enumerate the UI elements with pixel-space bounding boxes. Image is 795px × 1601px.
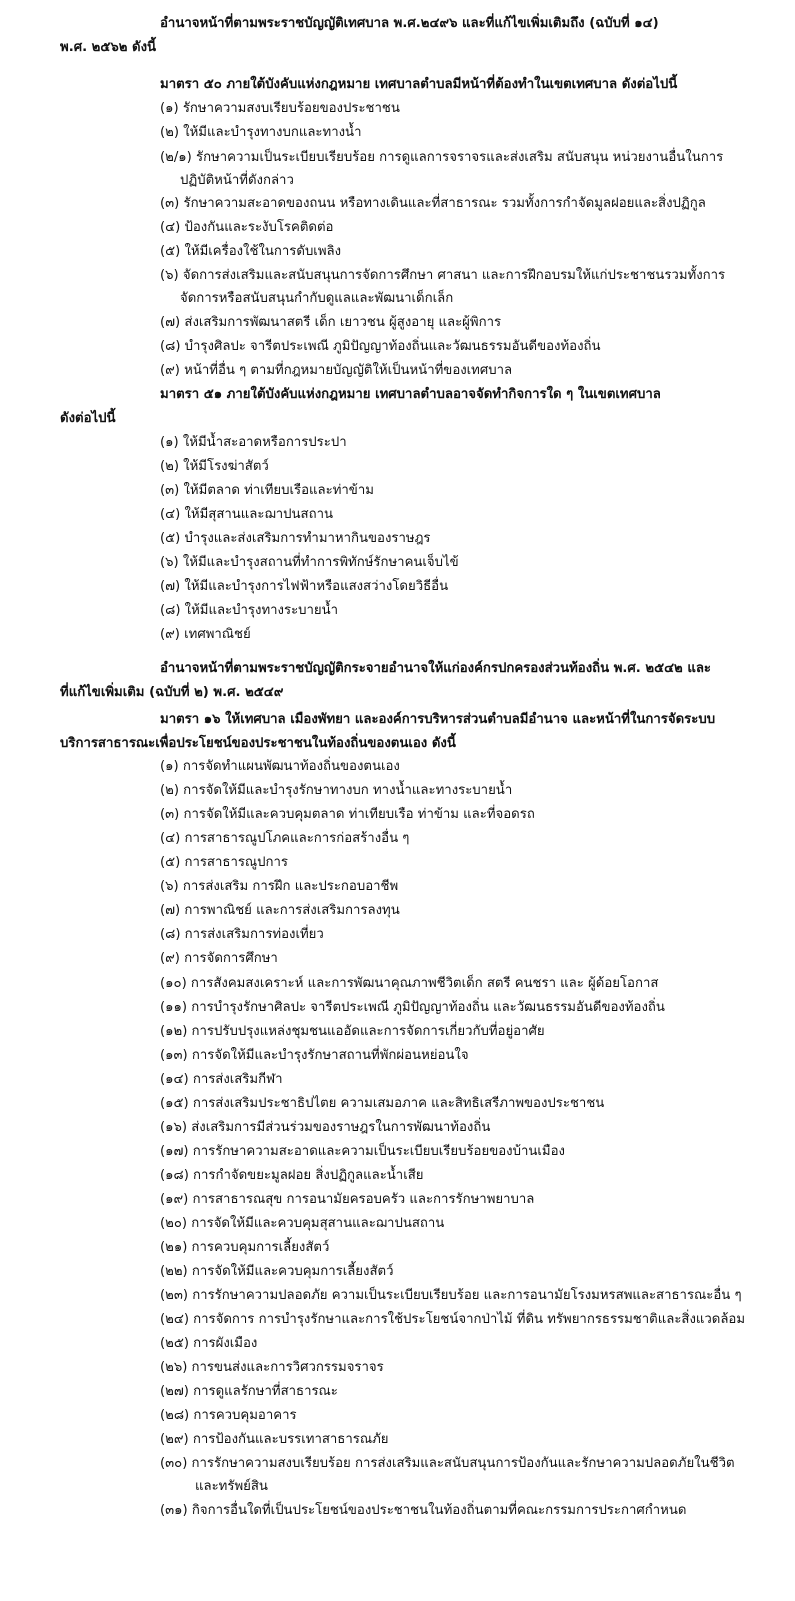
article51-item: (๙) เทศพาณิชย์ [160,627,251,642]
section2-heading-line1: อำนาจหน้าที่ตามพระราชบัญญัติกระจายอำนาจให้แก่องค์กรปกครองส่วนท้องถิ่น พ.ศ. ๒๕๔๒ และ [160,661,712,676]
article16-item: (๑๖) ส่งเสริมการมีส่วนร่วมของราษฎรในการพัฒนาท้องถิ่น [160,1120,491,1135]
article50-item: (๔) ป้องกันและระงับโรคติดต่อ [160,220,334,235]
article16-item: (๑๐) การสังคมสงเคราะห์ และการพัฒนาคุณภาพชีวิตเด็ก สตรี คนชรา และ ผู้ด้อยโอกาส [160,976,659,991]
article16-item: (๔) การสาธารณูปโภคและการก่อสร้างอื่น ๆ [160,831,410,846]
article16-heading-line2: บริการสาธารณะเพื่อประโยชน์ของประชาชนในท้องถิ่นของตนเอง ดังนี้ [60,736,456,751]
article16-item: (๑๓) การจัดให้มีและบำรุงรักษาสถานที่พักผ่อนหย่อนใจ [160,1048,469,1063]
article50-item-continuation: ปฏิบัติหน้าที่ดังกล่าว [180,173,294,188]
article16-item: (๑๑) การบำรุงรักษาศิลปะ จารีตประเพณี ภูมิปัญญาท้องถิ่น และวัฒนธรรมอันดีของท้องถิ่น [160,1000,665,1015]
article16-item: (๑) การจัดทำแผนพัฒนาท้องถิ่นของตนเอง [160,759,400,774]
article50-item: (๓) รักษาความสะอาดของถนน หรือทางเดินและที่สาธารณะ รวมทั้งการกำจัดมูลฝอยและสิ่งปฏิกูล [160,196,706,211]
article50-item: (๗) ส่งเสริมการพัฒนาสตรี เด็ก เยาวชน ผู้สูงอายุ และผู้พิการ [160,315,502,330]
article16-item: (๒๕) การผังเมือง [160,1336,258,1351]
article51-heading-line1: มาตรา ๕๑ ภายใต้บังคับแห่งกฎหมาย เทศบาลตำบลอาจจัดทำกิจการใด ๆ ในเขตเทศบาล [160,387,661,402]
article16-item: (๒๔) การจัดการ การบำรุงรักษาและการใช้ประโยชน์จากป่าไม้ ที่ดิน ทรัพยากรธรรมชาติและสิ่งแวดล้อม [160,1312,746,1327]
article16-item: (๒๖) การขนส่งและการวิศวกรรมจราจร [160,1360,384,1375]
article16-item: (๒๐) การจัดให้มีและควบคุมสุสานและฌาปนสถาน [160,1216,445,1231]
article51-item: (๔) ให้มีสุสานและฌาปนสถาน [160,507,333,522]
article51-item: (๖) ให้มีและบำรุงสถานที่ทำการพิทักษ์รักษาคนเจ็บไข้ [160,555,459,570]
article16-item: (๑๗) การรักษาความสะอาดและความเป็นระเบียบเรียบร้อยของบ้านเมือง [160,1144,565,1159]
article16-item: (๖) การส่งเสริม การฝึก และประกอบอาชีพ [160,879,399,894]
article16-item: (๒๑) การควบคุมการเลี้ยงสัตว์ [160,1240,330,1255]
article16-item: (๒) การจัดให้มีและบำรุงรักษาทางบก ทางน้ำและทางระบายน้ำ [160,783,513,798]
article16-item: (๓) การจัดให้มีและควบคุมตลาด ท่าเทียบเรือ ท่าข้าม และที่จอดรถ [160,807,535,822]
section2-heading-line2: ที่แก้ไขเพิ่มเติม (ฉบับที่ ๒) พ.ศ. ๒๕๔๙ [60,685,284,700]
article16-heading-line1: มาตรา ๑๖ ให้เทศบาล เมืองพัทยา และองค์การบริหารส่วนตำบลมีอำนาจ และหน้าที่ในการจัดระบบ [160,712,716,727]
article50-item: (๙) หน้าที่อื่น ๆ ตามที่กฎหมายบัญญัติให้เป็นหน้าที่ของเทศบาล [160,363,513,378]
article50-item: (๒) ให้มีและบำรุงทางบกและทางน้ำ [160,125,362,140]
article50-item-continuation: จัดการหรือสนับสนุนกำกับดูแลและพัฒนาเด็กเล็ก [180,291,454,306]
article50-item: (๘) บำรุงศิลปะ จารีตประเพณี ภูมิปัญญาท้องถิ่นและวัฒนธรรมอันดีของท้องถิ่น [160,339,601,354]
article16-item: (๑๘) การกำจัดขยะมูลฝอย สิ่งปฏิกูลและน้ำเสีย [160,1168,424,1183]
article51-item: (๕) บำรุงและส่งเสริมการทำมาหากินของราษฎร [160,531,431,546]
article50-item: (๕) ให้มีเครื่องใช้ในการดับเพลิง [160,244,342,259]
article16-item: (๗) การพาณิชย์ และการส่งเสริมการลงทุน [160,903,400,918]
article16-item: (๙) การจัดการศึกษา [160,951,278,966]
article16-item: (๕) การสาธารณูปการ [160,855,289,870]
article16-item: (๒๘) การควบคุมอาคาร [160,1408,297,1423]
article16-item: (๒๓) การรักษาความปลอดภัย ความเป็นระเบียบเรียบร้อย และการอนามัยโรงมหรสพและสาธารณะอื่น ๆ [160,1288,742,1303]
article16-item: (๓๑) กิจการอื่นใดที่เป็นประโยชน์ของประชาชนในท้องถิ่นตามที่คณะกรรมการประกาศกำหนด [160,1503,687,1518]
section1-heading-line2: พ.ศ. ๒๕๖๒ ดังนี้ [60,40,157,55]
article16-item: (๑๔) การส่งเสริมกีฬา [160,1072,283,1087]
article50-heading: มาตรา ๕๐ ภายใต้บังคับแห่งกฎหมาย เทศบาลตำบลมีหน้าที่ต้องทำในเขตเทศบาล ดังต่อไปนี้ [160,77,678,92]
article50-item: (๒/๑) รักษาความเป็นระเบียบเรียบร้อย การดูแลการจราจรและส่งเสริม สนับสนุน หน่วยงานอื่นในการ [160,150,724,165]
article50-item: (๖) จัดการส่งเสริมและสนับสนุนการจัดการศึกษา ศาสนา และการฝึกอบรมให้แก่ประชาชนรวมทั้งการ [160,268,726,283]
section1-heading-line1: อำนาจหน้าที่ตามพระราชบัญญัติเทศบาล พ.ศ.๒๔๙๖ และที่แก้ไขเพิ่มเติมถึง (ฉบับที่ ๑๔) [160,16,659,31]
article16-item: (๒๙) การป้องกันและบรรเทาสาธารณภัย [160,1432,389,1447]
article51-heading-line2: ดังต่อไปนี้ [60,411,116,426]
article16-item: (๑๙) การสาธารณสุข การอนามัยครอบครัว และการรักษาพยาบาล [160,1192,535,1207]
article16-item: (๒๗) การดูแลรักษาที่สาธารณะ [160,1384,338,1399]
article51-item: (๓) ให้มีตลาด ท่าเทียบเรือและท่าข้าม [160,483,374,498]
article51-item: (๒) ให้มีโรงฆ่าสัตว์ [160,459,269,474]
article50-item: (๑) รักษาความสงบเรียบร้อยของประชาชน [160,101,400,116]
article51-item: (๗) ให้มีและบำรุงการไฟฟ้าหรือแสงสว่างโดยวิธีอื่น [160,579,449,594]
article51-item: (๘) ให้มีและบำรุงทางระบายน้ำ [160,603,339,618]
article16-item: (๑๒) การปรับปรุงแหล่งชุมชนแออัดและการจัดการเกี่ยวกับที่อยู่อาศัย [160,1024,545,1039]
article16-item: (๒๒) การจัดให้มีและควบคุมการเลี้ยงสัตว์ [160,1264,394,1279]
article16-item: (๑๕) การส่งเสริมประชาธิปไตย ความเสมอภาค และสิทธิเสรีภาพของประชาชน [160,1096,605,1111]
article16-item: (๘) การส่งเสริมการท่องเที่ยว [160,927,324,942]
article16-item-continuation: และทรัพย์สิน [195,1479,268,1494]
article51-item: (๑) ให้มีน้ำสะอาดหรือการประปา [160,435,347,450]
article16-item: (๓๐) การรักษาความสงบเรียบร้อย การส่งเสริมและสนับสนุนการป้องกันและรักษาความปลอดภัยในชีวิต [160,1456,735,1471]
